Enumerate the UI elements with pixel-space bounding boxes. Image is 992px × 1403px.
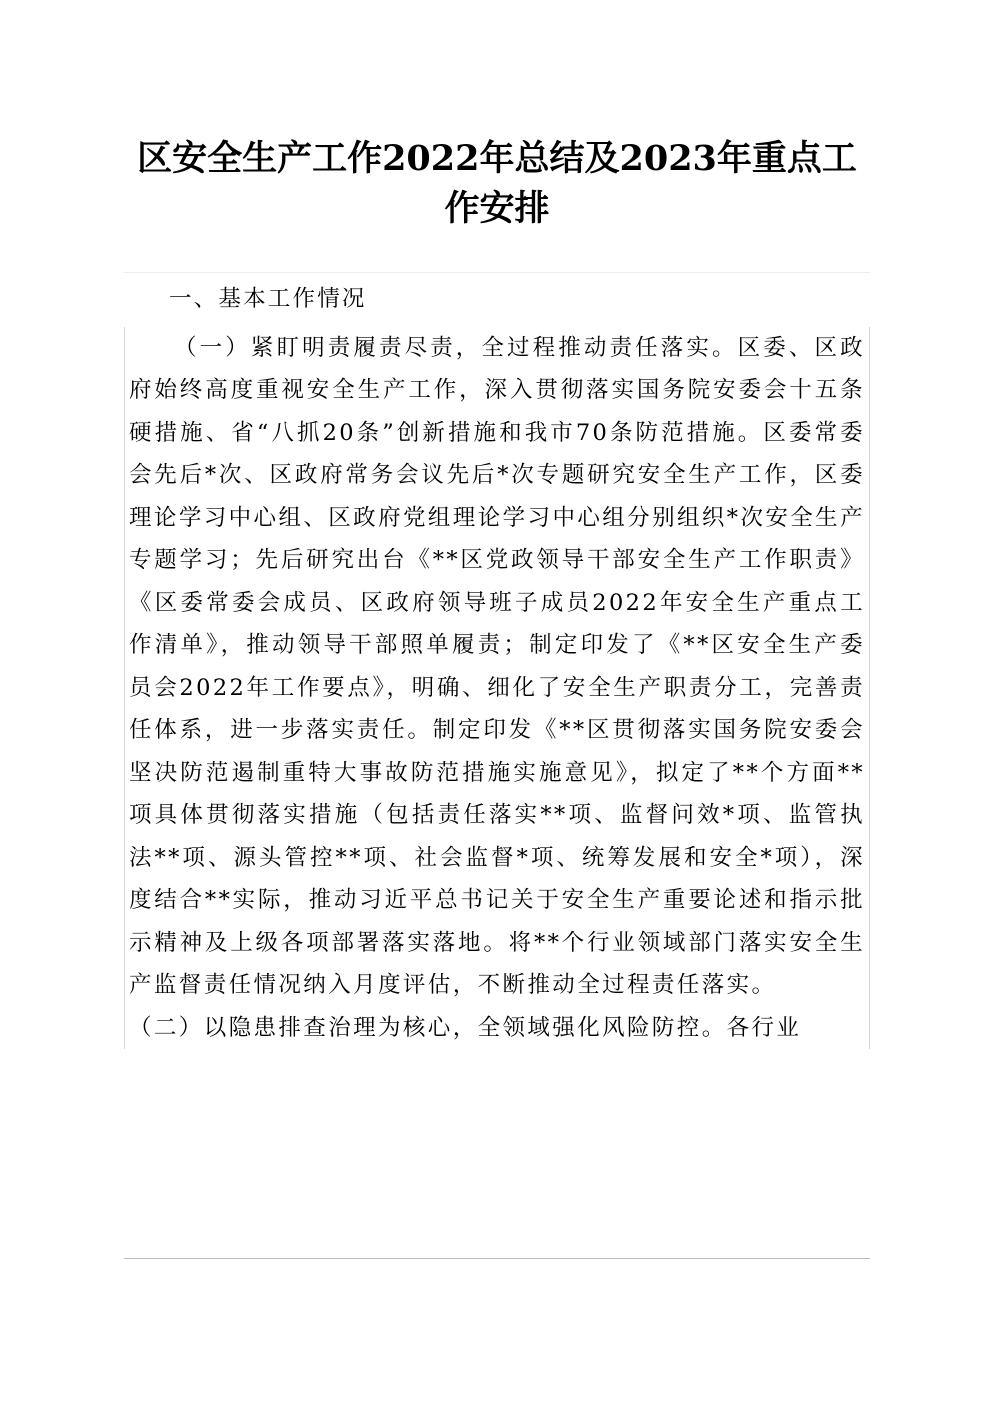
divider-line (124, 1258, 870, 1259)
paragraph: （一）紧盯明责履责尽责，全过程推动责任落实。区委、区政府始终高度重视安全生产工作，深入贯彻落实国务院安委会十五条硬措施、省“八抓20条”创新措施和我市70条防范措施。区委常委会先后*次、区政府常务会议先后*次专题研究安全生产工作，区委理论学习中心组、区政府党组理论学习中心组分别组织*次安全生产专题学习；先后研究出台《**区党政领导干部安全生产工作职责》《区委常委会成员、区政府领导班子成员2022年安全生产重点工作清单》，推动领导干部照单履责；制定印发了《**区安全生产委员会2022年工作要点》，明确、细化了安全生产职责分工，完善责任体系，进一步落实责任。制定印发《**区贯彻落实国务院安委会坚决防范遏制重特大事故防范措施实施意见》，拟定了**个方面**项具体贯彻落实措施（包括责任落实**项、监督问效*项、监管执法**项、源头管控**项、社会监督*项、统筹发展和安全*项），深度结合**实际，推动习近平总书记关于安全生产重要论述和指示批示精神及上级各项部署落实落地。将**个行业领域部门落实安全生产监督责任情况纳入月度评估，不断推动全过程责任落实。 (124, 327, 870, 1007)
document-title: 区安全生产工作2022年总结及2023年重点工作安排 (137, 138, 857, 229)
divider-line (124, 272, 870, 273)
section-heading: 一、基本工作情况 (169, 286, 367, 312)
paragraph: （二）以隐患排查治理为核心，全领域强化风险防控。各行业 (124, 1007, 870, 1050)
document-body (124, 278, 870, 1049)
